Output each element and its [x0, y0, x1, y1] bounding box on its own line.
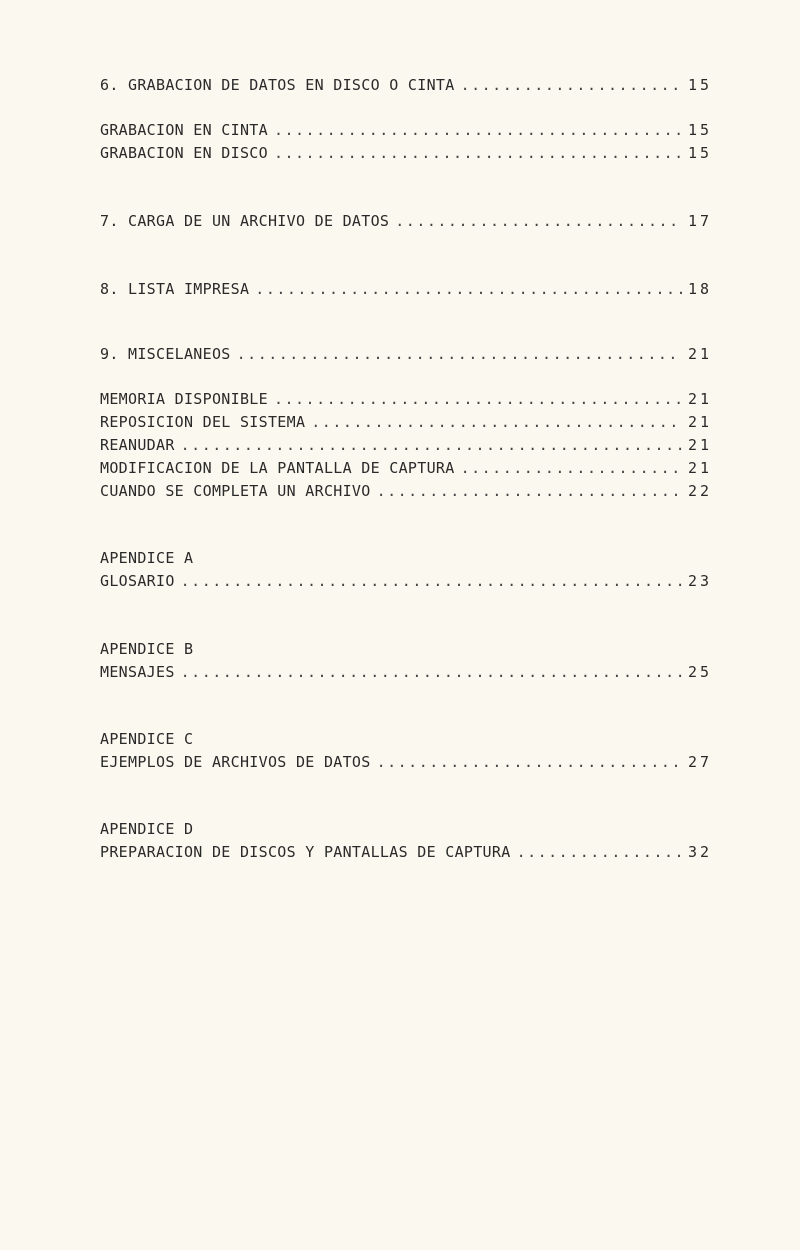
toc-entry-grabacion-disco — [100, 144, 712, 166]
toc-entry-label: 8. LISTA IMPRESA — [100, 280, 250, 298]
toc-entry-ejemplos-archivos — [100, 753, 712, 775]
dot-leader — [377, 482, 682, 500]
toc-page-number: 23 — [687, 572, 712, 590]
toc-entry-mensajes — [100, 663, 712, 685]
dot-leader — [377, 753, 682, 771]
appendix-c-heading: APENDICE C — [100, 730, 194, 748]
appendix-d-heading: APENDICE D — [100, 820, 194, 838]
toc-entry-modificacion-pantalla — [100, 459, 712, 481]
toc-entry-completa-archivo — [100, 482, 712, 504]
toc-entry-label: EJEMPLOS DE ARCHIVOS DE DATOS — [100, 753, 371, 771]
dot-leader — [274, 144, 682, 162]
toc-page-number: 21 — [687, 345, 712, 363]
toc-page-number: 25 — [687, 663, 712, 681]
toc-page-number: 15 — [687, 144, 712, 162]
toc-entry-label: PREPARACION DE DISCOS Y PANTALLAS DE CAPTURA — [100, 843, 511, 861]
dot-leader — [461, 459, 682, 477]
toc-entry-section-9 — [100, 345, 712, 367]
toc-entry-glosario — [100, 572, 712, 594]
toc-entry-memoria-disponible — [100, 390, 712, 412]
dot-leader — [255, 280, 682, 298]
dot-leader — [461, 76, 682, 94]
toc-entry-label: 9. MISCELANEOS — [100, 345, 231, 363]
toc-entry-reposicion-sistema — [100, 413, 712, 435]
toc-page-number: 27 — [687, 753, 712, 771]
dot-leader — [181, 436, 682, 454]
toc-page-number: 15 — [687, 121, 712, 139]
appendix-b-heading: APENDICE B — [100, 640, 194, 658]
toc-entry-section-6 — [100, 76, 712, 98]
toc-entry-section-8 — [100, 280, 712, 302]
toc-entry-label: GRABACION EN DISCO — [100, 144, 268, 162]
dot-leader — [517, 843, 682, 861]
toc-page-number: 32 — [687, 843, 712, 861]
toc-entry-label: GRABACION EN CINTA — [100, 121, 268, 139]
toc-page-number: 21 — [687, 436, 712, 454]
toc-entry-label: 7. CARGA DE UN ARCHIVO DE DATOS — [100, 212, 390, 230]
dot-leader — [274, 121, 682, 139]
toc-entry-label: GLOSARIO — [100, 572, 175, 590]
dot-leader — [237, 345, 682, 363]
toc-entry-label: 6. GRABACION DE DATOS EN DISCO O CINTA — [100, 76, 455, 94]
toc-page-number: 17 — [687, 212, 712, 230]
dot-leader — [181, 572, 682, 590]
toc-entry-preparacion-discos — [100, 843, 712, 865]
toc-entry-label: MODIFICACION DE LA PANTALLA DE CAPTURA — [100, 459, 455, 477]
toc-page-number: 21 — [687, 459, 712, 477]
toc-entry-section-7 — [100, 212, 712, 234]
toc-page-number: 22 — [687, 482, 712, 500]
toc-entry-reanudar — [100, 436, 712, 458]
dot-leader — [395, 212, 682, 230]
toc-entry-label: MENSAJES — [100, 663, 175, 681]
toc-page-number: 21 — [687, 413, 712, 431]
toc-entry-label: MEMORIA DISPONIBLE — [100, 390, 268, 408]
toc-page-number: 15 — [687, 76, 712, 94]
toc-page-number: 18 — [687, 280, 712, 298]
toc-entry-label: REPOSICION DEL SISTEMA — [100, 413, 306, 431]
dot-leader — [181, 663, 682, 681]
toc-entry-label: CUANDO SE COMPLETA UN ARCHIVO — [100, 482, 371, 500]
dot-leader — [311, 413, 682, 431]
toc-entry-grabacion-cinta — [100, 121, 712, 143]
appendix-a-heading: APENDICE A — [100, 549, 194, 567]
toc-entry-label: REANUDAR — [100, 436, 175, 454]
toc-page-number: 21 — [687, 390, 712, 408]
dot-leader — [274, 390, 682, 408]
